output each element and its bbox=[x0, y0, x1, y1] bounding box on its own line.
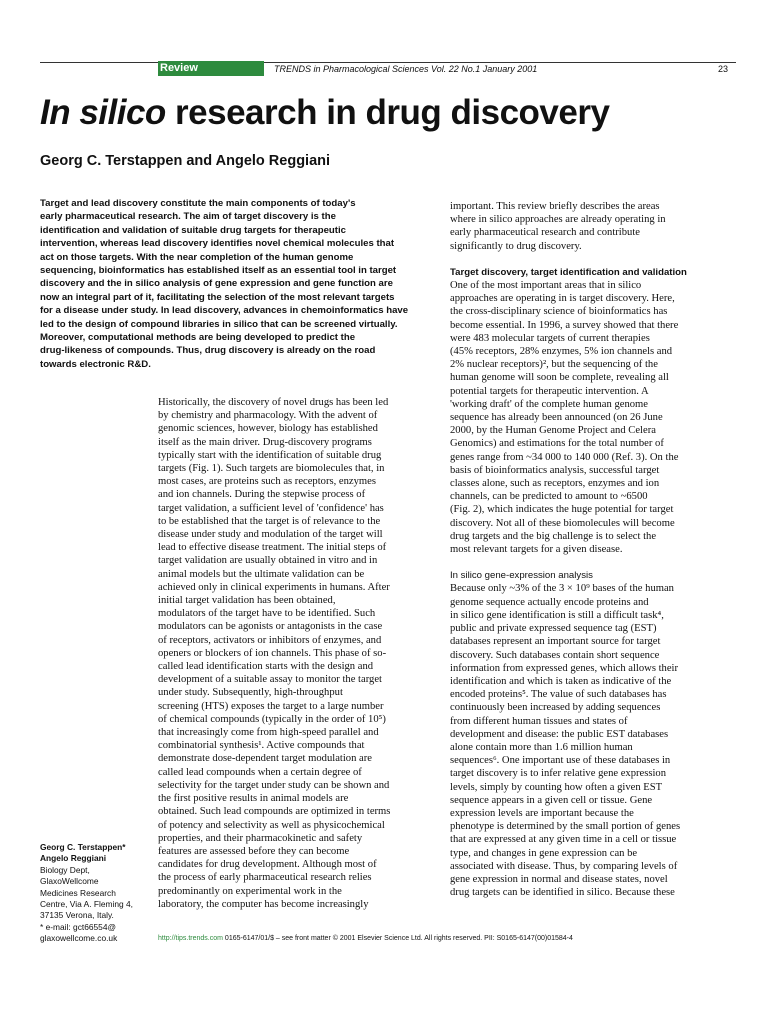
body-line: were 483 molecular targets of current therapies bbox=[450, 332, 650, 344]
abstract-line: led to the design of compound libraries in silico that can be screened virtually. bbox=[40, 318, 398, 330]
body-line: lead to effective disease treatment. The initial steps of bbox=[158, 542, 387, 554]
abstract-line: drug-likeness of compounds. Thus, drug discovery is already on the road bbox=[40, 345, 376, 357]
paragraph-gap bbox=[450, 253, 742, 266]
abstract bbox=[40, 197, 436, 371]
body-line: public and private expressed sequence tag (EST) bbox=[450, 623, 657, 635]
body-line: 2000, by the Human Genome Project and Celera bbox=[450, 425, 656, 437]
body-line: in silico gene identification is still a difficult task⁴, bbox=[450, 609, 664, 621]
body-line: of receptors, activators or inhibitors of enzymes, and bbox=[158, 634, 382, 646]
body-line: information from expressed genes, which allows their bbox=[450, 662, 678, 674]
body-line: animal models but the ultimate validation can be bbox=[158, 568, 365, 580]
body-column-right bbox=[450, 200, 742, 899]
body-line: that increasingly come from high-speed parallel and bbox=[158, 727, 379, 739]
body-line: combinatorial synthesis¹. Active compounds that bbox=[158, 740, 365, 752]
body-line: modulators can be agonists or antagonists in the case bbox=[158, 621, 383, 633]
body-line: openers or blockers of ion channels. This phase of so- bbox=[158, 647, 387, 659]
body-line: initial target validation has been obtained, bbox=[158, 595, 336, 607]
body-line: development and disease: the public EST databases bbox=[450, 728, 669, 740]
body-line: become essential. In 1996, a survey showed that there bbox=[450, 319, 679, 331]
abstract-line: Target and lead discovery constitute the main components of today's bbox=[40, 198, 356, 209]
page-footer bbox=[158, 934, 573, 944]
body-line: drug targets can be identified in silico. Because these bbox=[450, 887, 675, 899]
body-line: where in silico approaches are already operating in bbox=[450, 214, 666, 226]
body-line: itself as the main driver. Drug-discovery programs bbox=[158, 436, 372, 448]
abstract-line: sequencing, bioinformatics has established itself as an essential tool in target bbox=[40, 265, 397, 277]
body-line: alone contain more than 1.6 million human bbox=[450, 741, 633, 753]
body-line: early pharmaceutical research and contribute bbox=[450, 227, 640, 239]
body-line: basis of bioinformatics analysis, successful target bbox=[450, 464, 660, 476]
body-line: development of a suitable assay to monitor the target bbox=[158, 674, 382, 686]
title-italic: In silico bbox=[40, 93, 166, 132]
body-line: and ion channels. During the stepwise process of bbox=[158, 489, 366, 501]
body-line: approaches are operating in is target discovery. Here, bbox=[450, 293, 675, 305]
body-line: potential targets for therapeutic intervention. A bbox=[450, 385, 649, 397]
body-line: by chemistry and pharmacology. With the advent of bbox=[158, 410, 378, 422]
affiliation-line: GlaxoWellcome bbox=[40, 876, 99, 887]
affiliation-email-line: glaxowellcome.co.uk bbox=[40, 933, 118, 944]
body-line: type, and changes in gene expression can be bbox=[450, 847, 638, 859]
affiliation-author-2: Angelo Reggiani bbox=[40, 853, 107, 864]
body-line: screening (HTS) exposes the target to a large number bbox=[158, 700, 384, 712]
abstract-line: early pharmaceutical research. The aim of target discovery is the bbox=[40, 211, 336, 223]
body-line: expression levels are important because the bbox=[450, 807, 634, 819]
body-line: genomic sciences, however, biology has established bbox=[158, 423, 378, 435]
body-line: target validation are usually obtained in vitro and in bbox=[158, 555, 378, 567]
body-line: the process of early pharmaceutical research relies bbox=[158, 872, 372, 884]
section-heading-target-discovery: Target discovery, target identification and validation bbox=[450, 266, 687, 278]
section-tab-review: Review bbox=[158, 61, 264, 76]
body-line: laboratory, the computer has become increasingly bbox=[158, 898, 369, 910]
title-rest: research in drug discovery bbox=[165, 93, 610, 132]
body-line: modulators of the target have to be identified. Such bbox=[158, 608, 376, 620]
author-affiliation bbox=[40, 842, 152, 945]
affiliation-author-1: Georg C. Terstappen* bbox=[40, 842, 126, 852]
section-heading-gene-expression: In silico gene-expression analysis bbox=[450, 570, 593, 582]
body-line: predominantly on experimental work in the bbox=[158, 885, 342, 897]
body-line: human genome will soon be complete, revealing all bbox=[450, 372, 669, 384]
body-line: demonstrate dose-dependent target modulation are bbox=[158, 753, 372, 765]
body-line: levels, simply by counting how often a given EST bbox=[450, 781, 663, 793]
body-line: significantly to drug discovery. bbox=[450, 240, 582, 252]
affiliation-email-line: * e-mail: gct66554@ bbox=[40, 921, 117, 932]
body-line: associated with disease. Thus, by comparing levels of bbox=[450, 860, 678, 872]
body-line: channels, can be predicted to amount to ~6500 bbox=[450, 491, 648, 503]
body-line: the first positive results in animal models are bbox=[158, 793, 349, 805]
abstract-line: now an integral part of it, facilitating the selection of the most relevant targets bbox=[40, 291, 395, 303]
body-line: of potency and selectivity as well as physicochemical bbox=[158, 819, 385, 831]
body-line: most cases, are proteins such as receptors, enzymes bbox=[158, 476, 376, 488]
body-line: encoded proteins⁵. The value of such databases has bbox=[450, 689, 667, 701]
body-line: databases represent an important source for target bbox=[450, 636, 661, 648]
body-line: gene expression in normal and disease states, novel bbox=[450, 873, 668, 885]
body-line: 'working draft' of the complete human genome bbox=[450, 398, 648, 410]
body-line: phenotype is determined by the small portion of genes bbox=[450, 821, 681, 833]
body-line: identification and which is taken as indicative of the bbox=[450, 675, 672, 687]
body-line: called lead identification starts with the design and bbox=[158, 661, 374, 673]
body-line: discovery. Such databases contain short sequence bbox=[450, 649, 660, 661]
body-column-middle bbox=[158, 396, 440, 911]
affiliation-line: Centre, Via A. Fleming 4, bbox=[40, 899, 133, 910]
affiliation-line: Biology Dept, bbox=[40, 864, 90, 875]
body-line: (Fig. 2), which indicates the huge potential for target bbox=[450, 504, 674, 516]
footer-copyright: 0165-6147/01/$ – see front matter © 2001 Elsevier Science Ltd. All rights reserved. PII: S0165-6147(00)01584-4 bbox=[222, 935, 573, 942]
body-line: Genomics) and estimations for the total number of bbox=[450, 438, 664, 450]
body-line: features are assessed before they can become bbox=[158, 845, 350, 857]
body-line: most relevant targets for a given disease. bbox=[450, 544, 623, 556]
body-line: continuously been increased by adding sequences bbox=[450, 702, 661, 714]
body-line: from different human tissues and states of bbox=[450, 715, 628, 727]
body-line: the cross-disciplinary science of bioinformatics has bbox=[450, 306, 668, 318]
body-line: classes alone, such as receptors, enzymes and ion bbox=[450, 478, 660, 490]
affiliation-line: 37135 Verona, Italy. bbox=[40, 910, 114, 921]
body-line: obtained. Such lead compounds are optimized in terms bbox=[158, 806, 391, 818]
body-line: disease under study and modulation of the target will bbox=[158, 529, 383, 541]
body-line: achieved only in clinical experiments in humans. After bbox=[158, 581, 390, 593]
page-number: 23 bbox=[718, 64, 729, 74]
body-line: properties, and their pharmacokinetic and safety bbox=[158, 832, 363, 844]
body-line: under study. Subsequently, high-throughput bbox=[158, 687, 343, 699]
abstract-line: towards electronic R&D. bbox=[40, 358, 151, 370]
journal-citation bbox=[274, 63, 537, 75]
body-line: genome sequence actually encode proteins and bbox=[450, 596, 649, 608]
author-line: Georg C. Terstappen and Angelo Reggiani bbox=[40, 153, 331, 169]
article-title bbox=[40, 91, 609, 135]
body-line: selectivity for the target under study can be shown and bbox=[158, 779, 390, 791]
body-line: target validation, a sufficient level of 'confidence' has bbox=[158, 502, 384, 514]
body-line: sequence appears in a given cell or tissue. Gene bbox=[450, 794, 653, 806]
body-line: Because only ~3% of the 3 × 10⁹ bases of the human bbox=[450, 583, 674, 595]
body-line: 2% nuclear receptors)², but the sequencing of the bbox=[450, 359, 658, 371]
body-line: drug targets and the big challenge is to select the bbox=[450, 530, 657, 542]
abstract-line: for a disease under study. In lead discovery, advances in chemoinformatics have bbox=[40, 305, 409, 317]
journal-citation-text: TRENDS in Pharmacological Sciences Vol. 22 No.1 January 2001 bbox=[274, 64, 538, 74]
body-line: to be established that the target is of relevance to the bbox=[158, 515, 381, 527]
body-line: target discovery is to infer relative gene expression bbox=[450, 768, 667, 780]
footer-url-link[interactable]: http://tips.trends.com bbox=[158, 935, 223, 942]
abstract-line: discovery and the in silico analysis of gene expression and gene function are bbox=[40, 278, 393, 290]
body-line: typically start with the identification of suitable drug bbox=[158, 449, 382, 461]
body-line: targets (Fig. 1). Such targets are biomolecules that, in bbox=[158, 463, 385, 475]
body-line: genes range from ~34 000 to 140 000 (Ref. 3). On the bbox=[450, 451, 679, 463]
affiliation-line: Medicines Research bbox=[40, 887, 116, 898]
paragraph-gap bbox=[450, 556, 742, 569]
abstract-line: intervention, whereas lead discovery identifies novel chemical molecules that bbox=[40, 238, 395, 250]
body-line: candidates for drug development. Although most of bbox=[158, 859, 377, 871]
abstract-line: identification and validation of suitable drug targets for therapeutic bbox=[40, 224, 346, 236]
body-line: sequence has already been announced (on 26 June bbox=[450, 412, 663, 424]
body-line: called lead compounds when a certain degree of bbox=[158, 766, 362, 778]
body-line: of chemical compounds (typically in the order of 10⁵) bbox=[158, 713, 386, 725]
body-line: (45% receptors, 28% enzymes, 5% ion channels and bbox=[450, 346, 673, 358]
body-line: Historically, the discovery of novel drugs has been led bbox=[158, 397, 389, 408]
body-line: that are expressed at any given time in a cell or tissue bbox=[450, 834, 677, 846]
body-line: important. This review briefly describes the areas bbox=[450, 201, 660, 212]
abstract-line: Moreover, computational methods are being developed to predict the bbox=[40, 332, 356, 344]
body-line: discovery. Not all of these biomolecules will become bbox=[450, 517, 675, 529]
body-line: One of the most important areas that in silico bbox=[450, 280, 642, 292]
abstract-line: act on those targets. With the near completion of the human genome bbox=[40, 251, 354, 263]
body-line: sequences⁶. One important use of these databases in bbox=[450, 755, 671, 767]
